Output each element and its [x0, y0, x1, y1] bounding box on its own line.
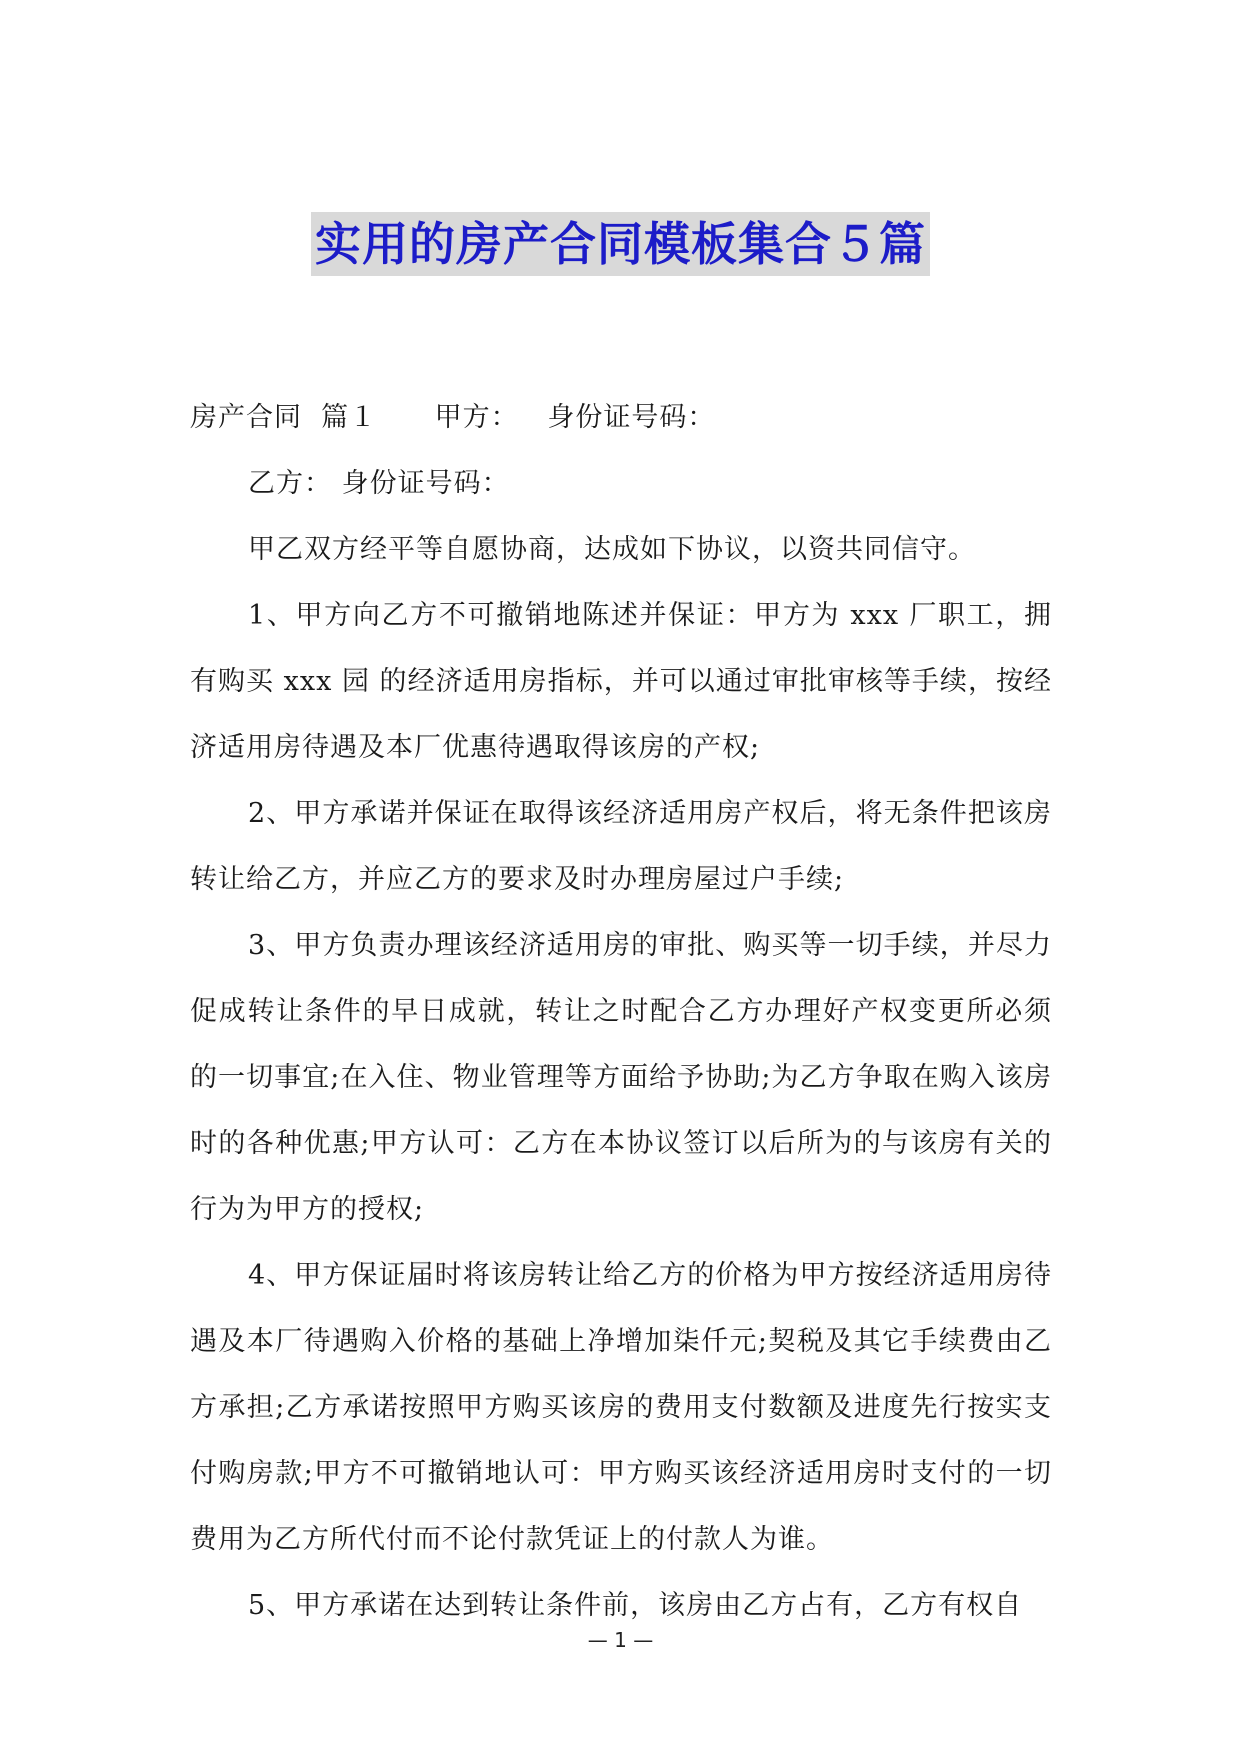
paragraph-clause-4: 4、甲方保证届时将该房转让给乙方的价格为甲方按经济适用房待遇及本厂待遇购入价格的基础上净增加柒仟元;契税及其它手续费由乙方承担;乙方承诺按照甲方购买该房的费用支付数额及进度先行按实支付购房款;甲方不可撤销地认可：甲方购买该经济适用房时支付的一切费用为乙方所代付而不论付款凭证上的付款人为谁。 — [190, 1260, 1052, 1555]
contract-header-line: 房产合同 篇１ 甲方： 身份证号码： — [190, 402, 716, 433]
paragraph-clause-3: 3、甲方负责办理该经济适用房的审批、购买等一切手续，并尽力促成转让条件的早日成就，转让之时配合乙方办理好产权变更所必须的一切事宜;在入住、物业管理等方面给予协助;为乙方争取在购入该房时的各种优惠;甲方认可：乙方在本协议签订以后所为的与该房有关的行为为甲方的授权; — [190, 930, 1052, 1225]
paragraph-intro: 甲乙双方经平等自愿协商，达成如下协议，以资共同信守。 — [248, 534, 976, 565]
document-title: 实用的房产合同模板集合５篇 — [311, 212, 930, 276]
paragraph-party-b: 乙方： 身份证号码： — [248, 468, 510, 499]
title-container — [0, 212, 1241, 276]
paragraph-clause-2: 2、甲方承诺并保证在取得该经济适用房产权后，将无条件把该房转让给乙方，并应乙方的要求及时办理房屋过户手续; — [190, 798, 1052, 895]
paragraph-clause-1: 1、甲方向乙方不可撤销地陈述并保证：甲方为 xxx 厂职工，拥有购买 xxx 园 的经济适用房指标，并可以通过审批审核等手续，按经济适用房待遇及本厂优惠待遇取得该房的产权; — [190, 600, 1052, 763]
document-body — [190, 385, 1052, 1639]
paragraph-clause-5: 5、甲方承诺在达到转让条件前，该房由乙方占有，乙方有权自 — [248, 1590, 1023, 1621]
page-number: — 1 — — [587, 1628, 654, 1652]
